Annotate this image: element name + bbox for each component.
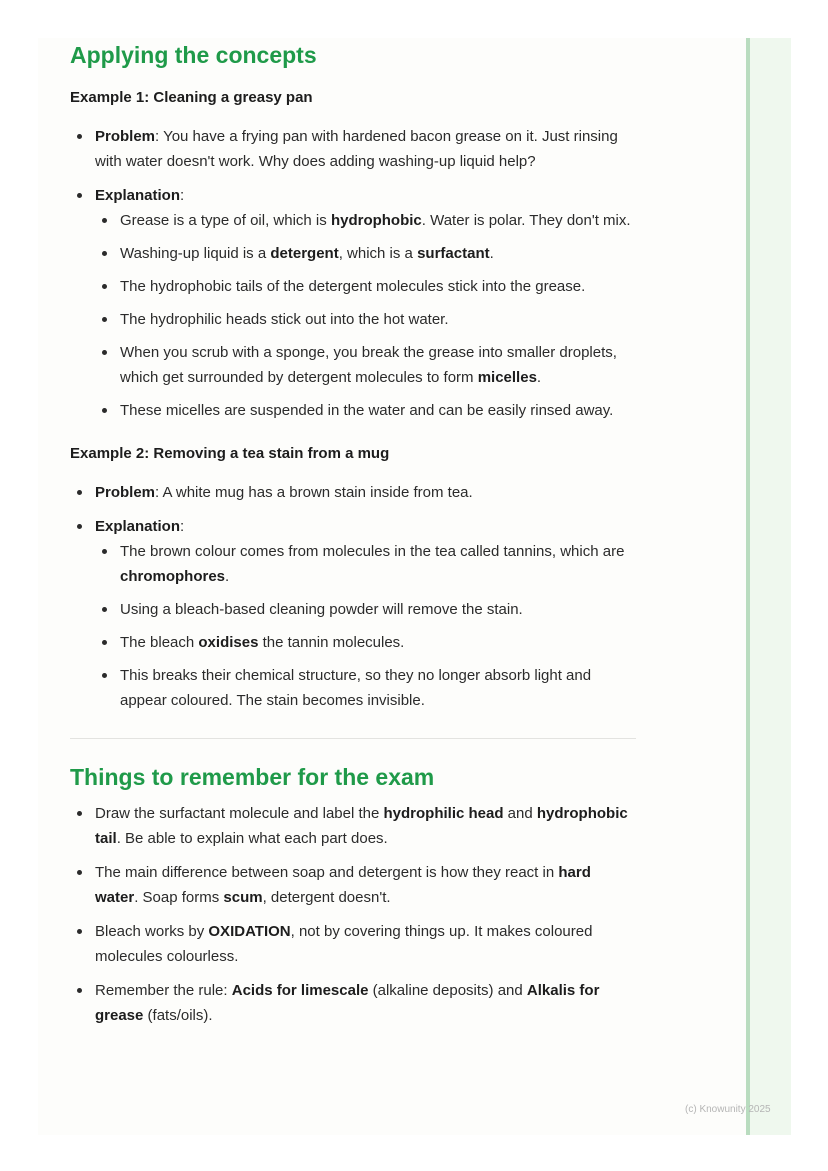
text: Grease is a type of oil, which is [120,212,331,229]
explanation-colon: : [180,518,185,535]
term-scum: scum [223,889,263,906]
text: Bleach works by [95,923,209,940]
text: and [503,805,537,822]
example-1-list [70,124,636,423]
list-item [95,340,636,390]
text: , detergent doesn't. [262,889,391,906]
document-content [70,38,636,1037]
list-item [70,919,636,969]
text: , not by covering things up. It makes coloured molecules colourless. [95,923,593,965]
text: . Soap forms [134,889,224,906]
list-item [95,241,636,266]
example-2-points [95,539,636,713]
list-item [95,539,636,589]
example-2-explanation [70,514,636,713]
term-alkalis-grease: Alkalis for grease [95,982,600,1024]
watermark: (c) Knowunity 2025 [685,1104,771,1115]
text: The brown colour comes from molecules in the tea called tannins, which are [120,543,625,560]
term-oxidation: OXIDATION [208,923,291,940]
text: The bleach [120,634,199,651]
exam-list [70,801,636,1028]
explanation-label: Explanation [95,187,181,204]
text: The main difference between soap and detergent is how they react in [95,864,559,881]
term-acids-limescale: Acids for limescale [231,982,369,999]
explanation-label: Explanation [95,518,181,535]
section-heading-applying-concepts: Applying the concepts [70,42,317,68]
problem-label: Problem [95,484,156,501]
list-item: The hydrophobic tails of the detergent molecules stick into the grease. [95,274,636,299]
term-chromophores: chromophores [120,568,226,585]
list-item: This breaks their chemical structure, so they no longer absorb light and appear coloured. The stain becomes invisible. [95,663,636,713]
text: (fats/oils). [143,1007,213,1024]
term-detergent: detergent [270,245,339,262]
list-item [70,978,636,1028]
term-hydrophilic-head: hydrophilic head [383,805,504,822]
text: . Be able to explain what each part does. [116,830,388,847]
text: the tannin molecules. [258,634,405,651]
term-hydrophobic: hydrophobic [330,212,422,229]
example-1-explanation [70,183,636,423]
term-surfactant: surfactant [417,245,490,262]
problem-text: : A white mug has a brown stain inside from tea. [155,484,473,501]
example-1-title: Example 1: Cleaning a greasy pan [70,89,313,106]
text: . Water is polar. They don't mix. [421,212,631,229]
term-hard-water: hard water [95,864,591,906]
problem-label: Problem [95,128,156,145]
term-hydrophobic-tail: hydrophobic tail [95,805,628,847]
text: Remember the rule: [95,982,232,999]
text: Washing-up liquid is a [120,245,271,262]
example-2-problem [70,480,636,505]
text: . [225,568,230,585]
section-heading-exam-remember: Things to remember for the exam [70,764,435,790]
text: When you scrub with a sponge, you break the grease into smaller droplets, which get surrounded by detergent molecules to form [120,344,617,386]
problem-text: : You have a frying pan with hardened bacon grease on it. Just rinsing with water doesn't work. Why does adding washing-up liquid help? [95,128,618,170]
side-panel [750,38,791,1135]
text: Draw the surfactant molecule and label the [95,805,384,822]
example-2-title: Example 2: Removing a tea stain from a mug [70,445,390,462]
example-1-points [95,208,636,423]
example-1-problem [70,124,636,174]
term-micelles: micelles [477,369,537,386]
section-divider [70,738,636,739]
list-item [95,630,636,655]
list-item [70,801,636,851]
text: , which is a [338,245,418,262]
explanation-colon: : [180,187,185,204]
list-item [70,860,636,910]
list-item: Using a bleach-based cleaning powder will remove the stain. [95,597,636,622]
list-item: These micelles are suspended in the water and can be easily rinsed away. [95,398,636,423]
text: . [536,369,542,386]
term-oxidises: oxidises [198,634,259,651]
example-2-list [70,480,636,713]
list-item [95,208,636,233]
list-item: The hydrophilic heads stick out into the hot water. [95,307,636,332]
text: (alkaline deposits) and [368,982,527,999]
text: . [489,245,494,262]
